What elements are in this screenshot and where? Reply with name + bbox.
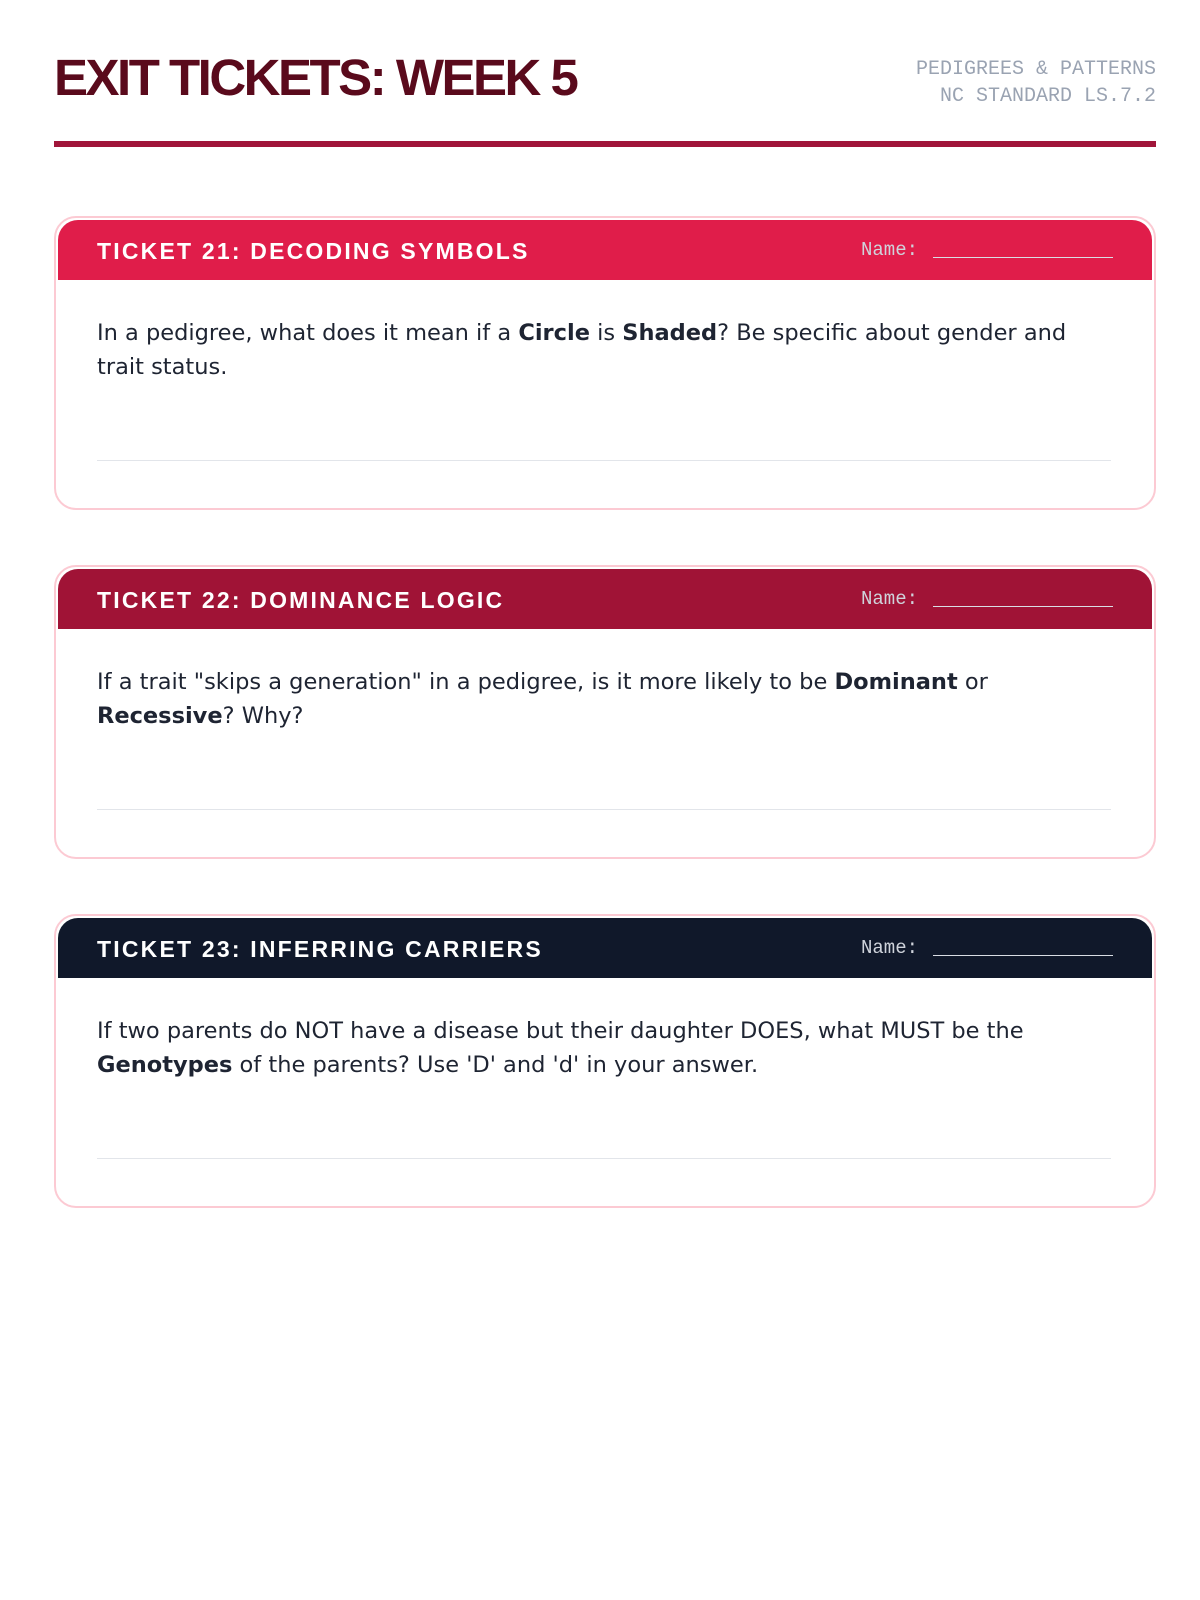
- ticket-card: [54, 216, 1156, 510]
- ticket-title: TICKET 22: DOMINANCE LOGIC: [97, 587, 505, 613]
- answer-line[interactable]: [97, 460, 1111, 461]
- name-label: Name:: [861, 239, 919, 261]
- answer-line[interactable]: [97, 1158, 1111, 1159]
- ticket-header: [58, 569, 1152, 629]
- ticket-card: [54, 914, 1156, 1208]
- standard-code: NC STANDARD LS.7.2: [939, 85, 1156, 108]
- question-text: or: [957, 669, 988, 695]
- question-text: In a pedigree, what does it mean if a: [97, 320, 519, 346]
- question-text: of the parents? Use 'D' and 'd' in your answer.: [232, 1052, 759, 1078]
- question-keyword: Dominant: [834, 669, 958, 695]
- ticket-header: [58, 918, 1152, 978]
- question-text: is: [589, 320, 623, 346]
- name-field[interactable]: [933, 257, 1113, 258]
- answer-line[interactable]: [97, 809, 1111, 810]
- ticket-question: [97, 316, 1097, 384]
- name-field[interactable]: [933, 606, 1113, 607]
- page-title: EXIT TICKETS: WEEK 5: [54, 49, 577, 106]
- question-text: ? Be specific about gender and trait status.: [97, 320, 1067, 380]
- header-divider: [54, 141, 1156, 147]
- page-header: [54, 0, 1156, 148]
- worksheet-page: [54, 0, 1156, 1078]
- question-text: If a trait "skips a generation" in a pedigree, is it more likely to be: [97, 669, 835, 695]
- question-keyword: Circle: [518, 320, 590, 346]
- name-field[interactable]: [933, 955, 1113, 956]
- ticket-title: TICKET 23: INFERRING CARRIERS: [97, 936, 543, 962]
- ticket-question: [97, 665, 1097, 733]
- ticket-title: TICKET 21: DECODING SYMBOLS: [97, 238, 530, 264]
- ticket-card: [54, 565, 1156, 859]
- name-label: Name:: [861, 588, 919, 610]
- unit-name: PEDIGREES & PATTERNS: [915, 58, 1156, 81]
- question-text: If two parents do NOT have a disease but their daughter DOES, what MUST be the: [97, 1018, 1024, 1044]
- name-label: Name:: [861, 937, 919, 959]
- question-keyword: Genotypes: [97, 1052, 233, 1078]
- unit-meta: [916, 56, 1156, 110]
- question-keyword: Shaded: [622, 320, 718, 346]
- ticket-question: [97, 1014, 1097, 1082]
- question-keyword: Recessive: [97, 703, 223, 729]
- ticket-header: [58, 220, 1152, 280]
- question-text: ? Why?: [222, 703, 304, 729]
